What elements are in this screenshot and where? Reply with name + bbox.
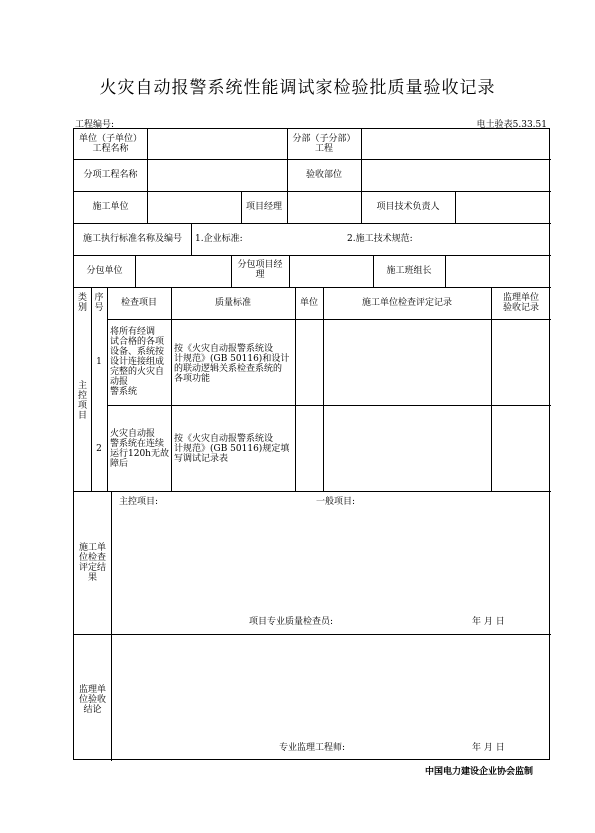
construction-date: 年 月 日 (472, 617, 505, 627)
tech-lead-label: 项目技术负责人 (376, 202, 440, 212)
project-manager-label: 项目经理 (245, 202, 282, 212)
quality-inspector-label: 项目专业质量检查员: (249, 617, 334, 627)
quality-standard-header: 质量标准 (214, 298, 251, 308)
check-item-header: 检查项目 (120, 298, 157, 308)
form-number: 电土验表5.33.51 (476, 120, 547, 130)
tech-spec-label: 2.施工技术规范: (347, 234, 413, 244)
category-header: 类 别 (77, 293, 87, 313)
main-items-label: 主控项目: (119, 497, 159, 507)
subcontractor-label: 分包单位 (86, 266, 123, 276)
supervision-result-label: 监理单 位验收 结论 (78, 685, 106, 715)
construction-record-header: 施工单位检查评定记录 (361, 298, 452, 308)
row-2-quality-standard: 按《火灾自动报警系统设 计规范》(GB 50116)规定填 写调试记录表 (174, 434, 290, 464)
team-leader-label: 施工班组长 (386, 266, 432, 276)
row-2-seq: 2 (96, 444, 102, 454)
supervision-date: 年 月 日 (472, 743, 505, 753)
unit-name-label: 单位（子单位） 工程名称 (78, 134, 142, 154)
subitem-name-label: 分项工程名称 (83, 170, 138, 180)
row-1-seq: 1 (96, 357, 102, 367)
seq-header: 序 号 (94, 293, 104, 313)
page-title: 火灾自动报警系统性能调试家检验批质量验收记录 (99, 78, 496, 98)
project-no-label: 工程编号: (75, 120, 115, 130)
supervision-engineer-label: 专业监理工程师: (279, 743, 346, 753)
construction-result-label: 施工单 位检查 评定结 果 (78, 543, 106, 583)
main-control-label: 主 控 项 目 (77, 381, 87, 421)
row-2-check-item: 火灾自动报 警系统在连续 运行120h无故 障后 (110, 429, 169, 469)
part-name-label: 分部（子分部） 工程 (292, 134, 356, 154)
row-1-check-item: 将所有经调 试合格的各项 设备、系统按 设计连接组成 完整的火灾自 动报 警系统 (110, 327, 165, 397)
enterprise-standard-label: 1.企业标准: (195, 234, 243, 244)
footer-issuer: 中国电力建设企业协会监制 (424, 767, 533, 777)
unit-header: 单位 (299, 298, 318, 308)
standard-label: 施工执行标准名称及编号 (82, 234, 182, 244)
acceptance-record-table (73, 128, 550, 760)
construction-unit-label: 施工单位 (92, 202, 129, 212)
acceptance-part-label: 验收部位 (305, 170, 342, 180)
supervision-record-header: 监理单位 验收记录 (502, 293, 539, 313)
row-1-quality-standard: 按《火灾自动报警系统设 计规范》(GB 50116)和设计 的联动逻辑关系检查系统的 各项功能 (174, 344, 290, 384)
sub-manager-label: 分包项目经 理 (237, 260, 283, 280)
general-items-label: 一般项目: (316, 497, 356, 507)
